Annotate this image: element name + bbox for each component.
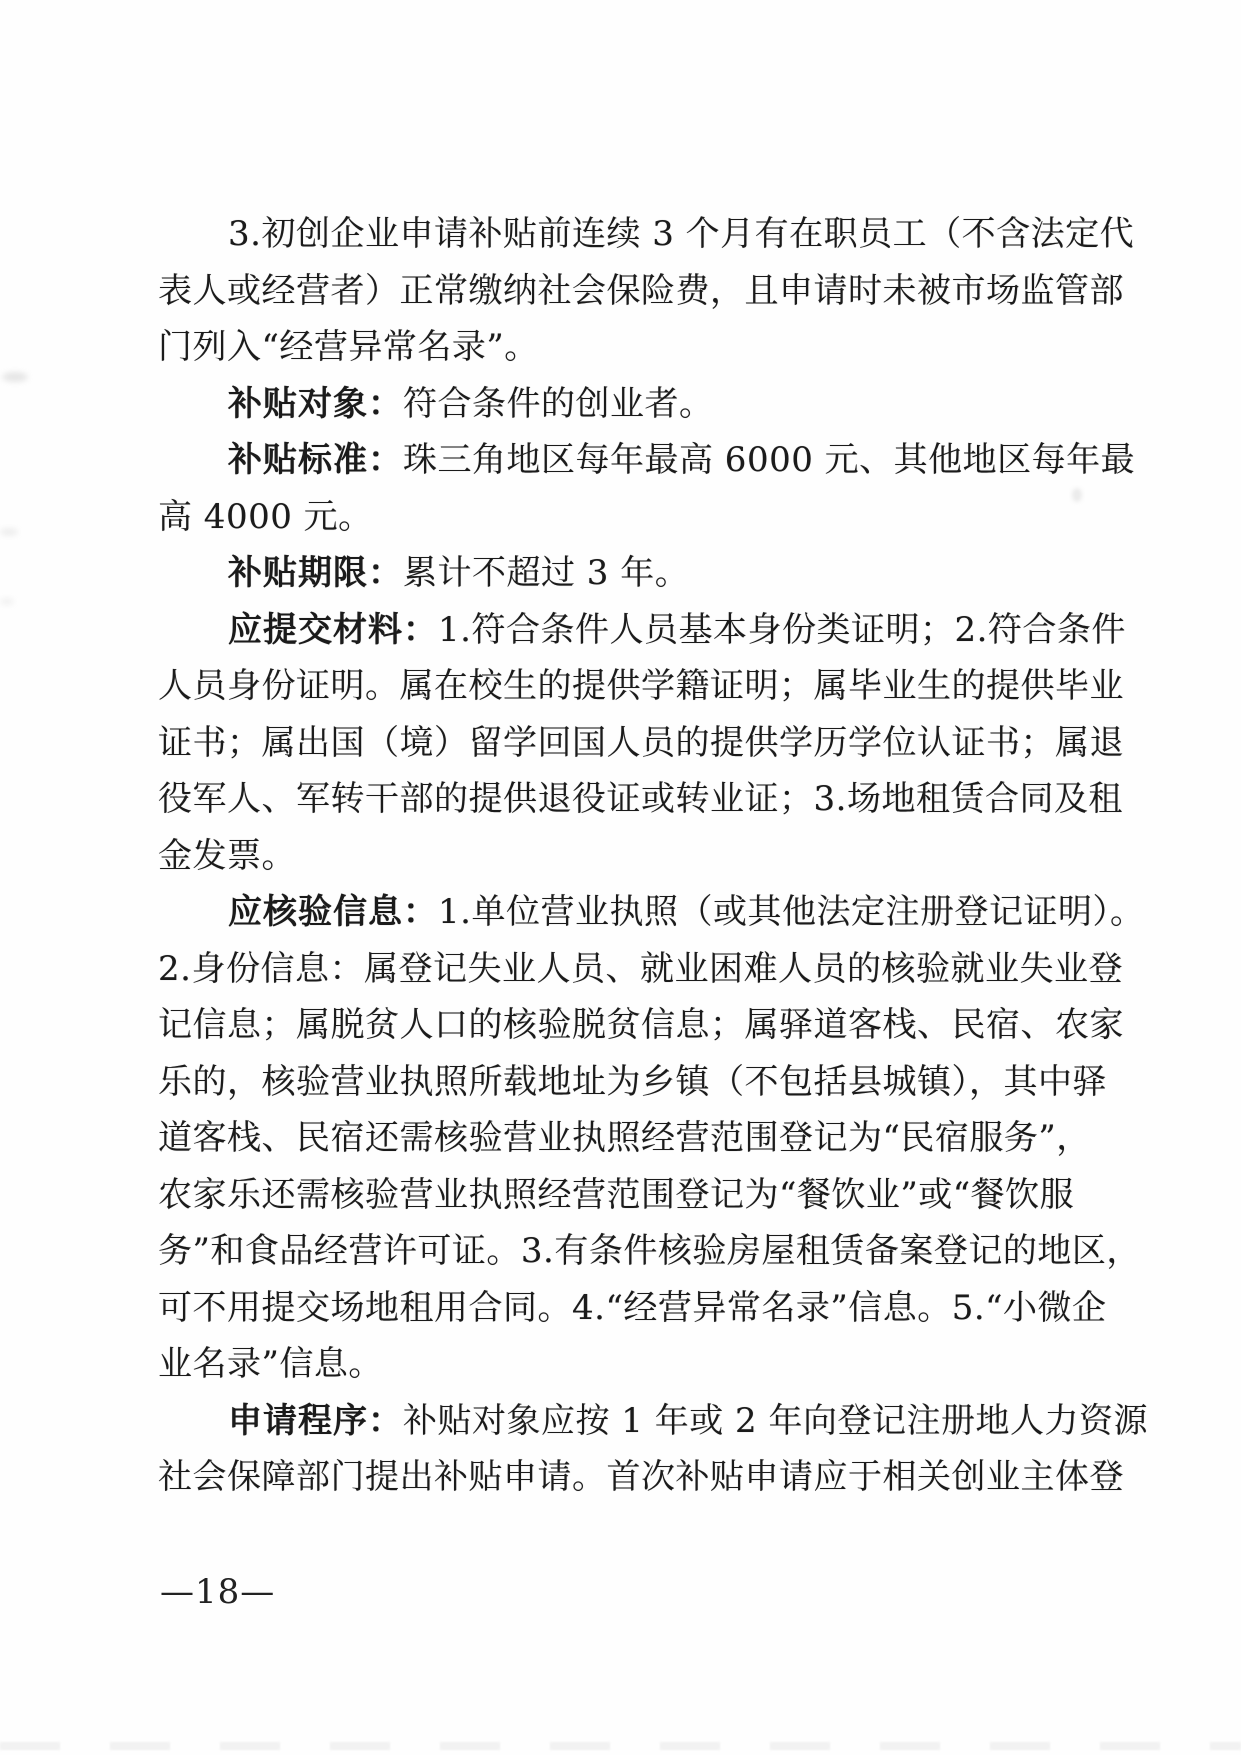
page-number: —18— — [160, 1572, 276, 1612]
field-label: 应核验信息： — [228, 892, 438, 932]
text-line: 役军人、军转干部的提供退役证或转业证；3.场地租赁合同及租 — [158, 779, 1123, 819]
text-line: 人员身份证明。属在校生的提供学籍证明；属毕业生的提供毕业 — [158, 666, 1124, 706]
text-line: 高 4000 元。 — [158, 496, 373, 537]
text-line: 申请程序：补贴对象应按 1 年或 2 年向登记注册地人力资源 — [228, 1400, 1148, 1441]
text-line: 务”和食品经营许可证。3.有条件核验房屋租赁备案登记的地区， — [158, 1231, 1141, 1271]
field-label: 补贴标准： — [228, 440, 403, 480]
field-label: 应提交材料： — [228, 609, 438, 650]
text-line: 表人或经营者）正常缴纳社会保险费，且申请时未被市场监管部 — [158, 270, 1124, 311]
text-line: 2.身份信息：属登记失业人员、就业困难人员的核验就业失业登 — [158, 948, 1123, 989]
text-line: 补贴标准：珠三角地区每年最高 6000 元、其他地区每年最 — [228, 440, 1136, 480]
text-line: 道客栈、民宿还需核验营业执照经营范围登记为“民宿服务”， — [158, 1118, 1091, 1158]
text-line: 补贴期限：累计不超过 3 年。 — [228, 553, 690, 593]
scan-smudge — [0, 598, 14, 605]
text-line: 金发票。 — [158, 835, 296, 876]
text-line: 补贴对象：符合条件的创业者。 — [228, 383, 714, 424]
text-line: 可不用提交场地租用合同。4.“经营异常名录”信息。5.“小微企 — [158, 1287, 1107, 1328]
text-line: 门列入“经营异常名录”。 — [158, 327, 539, 367]
text-line: 农家乐还需核验营业执照经营范围登记为“餐饮业”或“餐饮服 — [158, 1174, 1075, 1215]
text-line: 证书；属出国（境）留学回国人员的提供学历学位认证书；属退 — [158, 722, 1124, 763]
text-line: 社会保障部门提出补贴申请。首次补贴申请应于相关创业主体登 — [158, 1457, 1124, 1497]
scan-smudge — [0, 528, 18, 536]
field-label: 申请程序： — [228, 1400, 403, 1441]
text-line: 应核验信息：1.单位营业执照（或其他法定注册登记证明）。 — [228, 892, 1145, 932]
text-line: 应提交材料：1.符合条件人员基本身份类证明；2.符合条件 — [228, 609, 1126, 650]
text-line: 乐的，核验营业执照所载地址为乡镇（不包括县城镇），其中驿 — [158, 1061, 1107, 1102]
text-line: 业名录”信息。 — [158, 1344, 383, 1384]
text-line: 3.初创企业申请补贴前连续 3 个月有在职员工（不含法定代 — [228, 214, 1135, 254]
text-line: 记信息；属脱贫人口的核验脱贫信息；属驿道客栈、民宿、农家 — [158, 1005, 1124, 1045]
scan-smudge — [2, 372, 28, 382]
field-label: 补贴对象： — [228, 383, 403, 424]
field-label: 补贴期限： — [228, 553, 403, 593]
scan-edge-artifact — [0, 1742, 1241, 1750]
document-body — [158, 206, 1148, 1506]
